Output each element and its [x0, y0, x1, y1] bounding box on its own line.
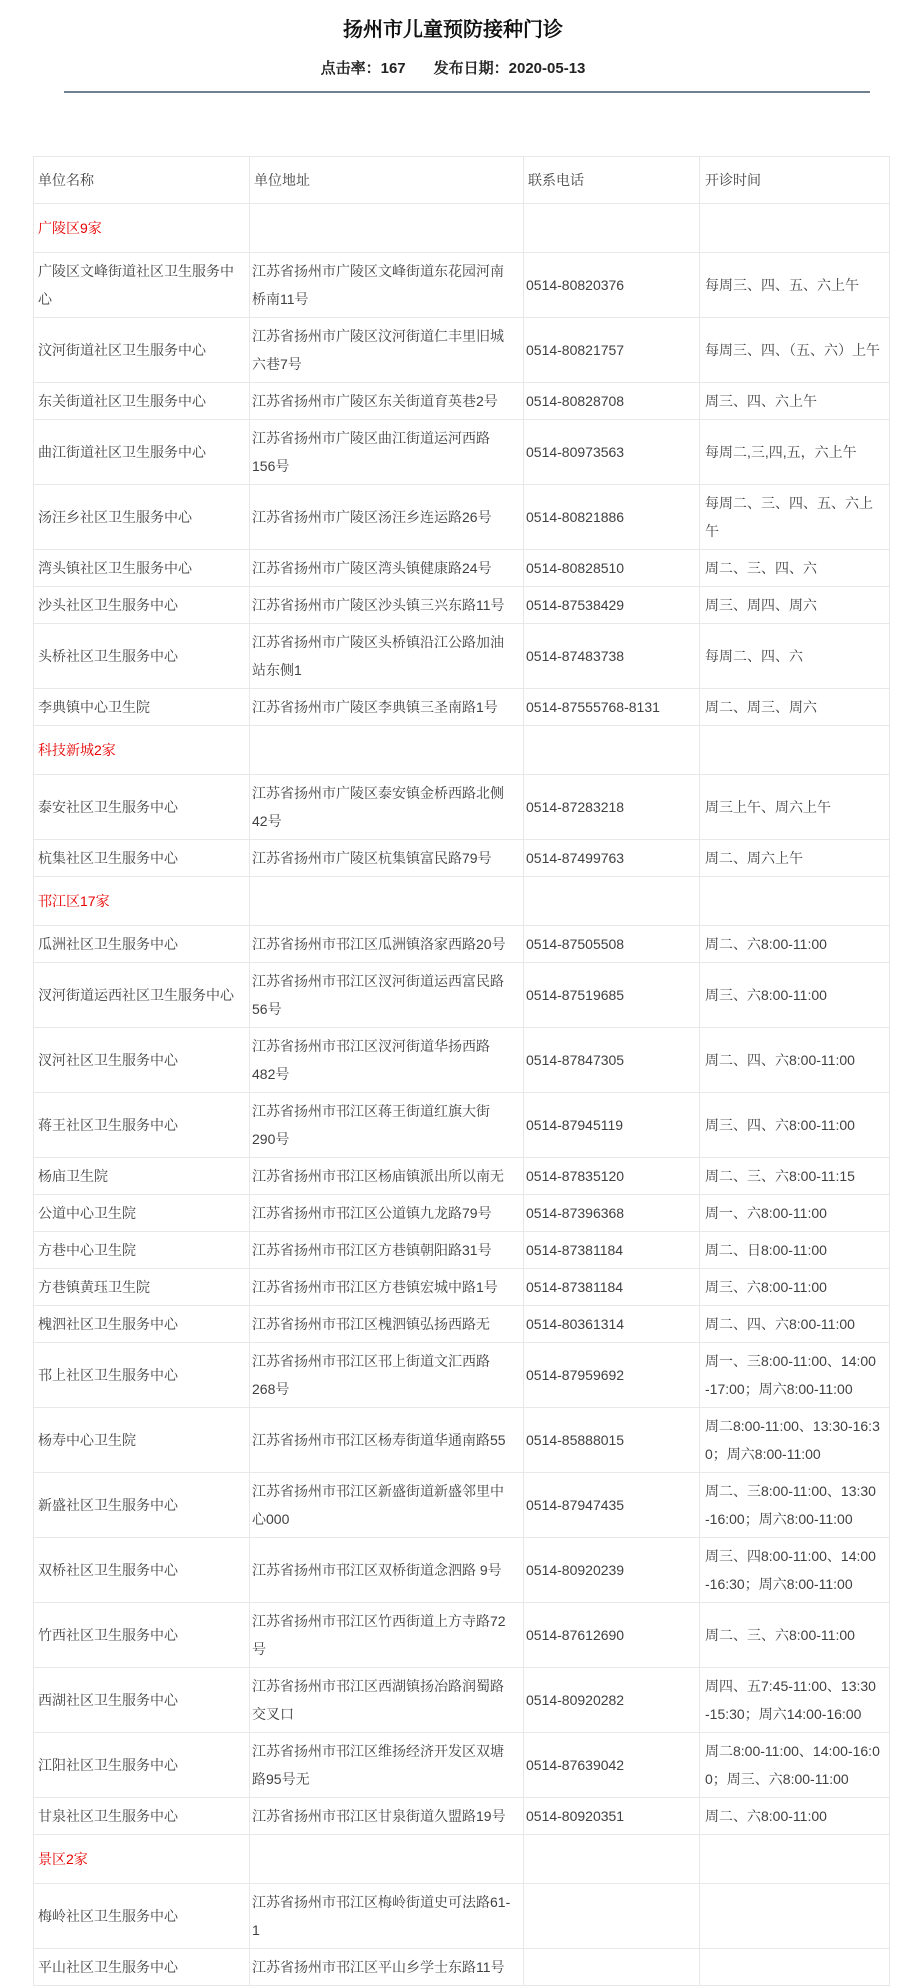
unit-name-cell: 广陵区文峰街道社区卫生服务中心 [34, 253, 250, 318]
table-row [34, 1668, 890, 1733]
time-cell: 周二8:00-11:00、14:00-16:00；周三、六8:00-11:00 [700, 1733, 890, 1798]
unit-address-cell: 江苏省扬州市邗江区汊河街道华扬西路482号 [250, 1028, 524, 1093]
unit-name-cell: 泰安社区卫生服务中心 [34, 775, 250, 840]
phone-cell: 0514-87945119 [524, 1093, 700, 1158]
unit-address-cell: 江苏省扬州市广陵区东关街道育英巷2号 [250, 383, 524, 420]
section-row [34, 204, 890, 253]
empty-cell [250, 877, 524, 926]
unit-name-cell: 邗上社区卫生服务中心 [34, 1343, 250, 1408]
unit-name-cell: 曲江街道社区卫生服务中心 [34, 420, 250, 485]
empty-cell [250, 204, 524, 253]
phone-cell: 0514-87381184 [524, 1269, 700, 1306]
time-cell: 周四、五7:45-11:00、13:30-15:30；周六14:00-16:00 [700, 1668, 890, 1733]
empty-cell [250, 726, 524, 775]
meta-line [0, 57, 906, 78]
unit-address-cell: 江苏省扬州市邗江区竹西街道上方寺路72号 [250, 1603, 524, 1668]
unit-name-cell: 杨庙卫生院 [34, 1158, 250, 1195]
time-cell: 周三、六8:00-11:00 [700, 1269, 890, 1306]
unit-name-cell: 汊河街道运西社区卫生服务中心 [34, 963, 250, 1028]
table-row [34, 1798, 890, 1835]
time-cell: 周三、四、六8:00-11:00 [700, 1093, 890, 1158]
unit-name-cell: 杭集社区卫生服务中心 [34, 840, 250, 877]
phone-cell: 0514-85888015 [524, 1408, 700, 1473]
phone-cell: 0514-80828708 [524, 383, 700, 420]
table-row [34, 383, 890, 420]
unit-name-cell: 江阳社区卫生服务中心 [34, 1733, 250, 1798]
table-row [34, 1603, 890, 1668]
time-cell: 每周三、四、（五、六）上午 [700, 318, 890, 383]
column-header: 单位名称 [34, 157, 250, 204]
table-row [34, 926, 890, 963]
unit-address-cell: 江苏省扬州市广陵区李典镇三圣南路1号 [250, 689, 524, 726]
clinic-table-body [34, 204, 890, 1986]
unit-name-cell: 槐泗社区卫生服务中心 [34, 1306, 250, 1343]
unit-address-cell: 江苏省扬州市广陵区汤汪乡连运路26号 [250, 485, 524, 550]
time-cell: 周三、四、六上午 [700, 383, 890, 420]
section-label: 景区2家 [34, 1835, 250, 1884]
phone-cell: 0514-87835120 [524, 1158, 700, 1195]
time-cell: 周二、三、六8:00-11:15 [700, 1158, 890, 1195]
phone-cell: 0514-80361314 [524, 1306, 700, 1343]
column-header: 单位地址 [250, 157, 524, 204]
unit-address-cell: 江苏省扬州市邗江区槐泗镇弘扬西路无 [250, 1306, 524, 1343]
time-cell: 周二、三8:00-11:00、13:30-16:00；周六8:00-11:00 [700, 1473, 890, 1538]
table-row [34, 420, 890, 485]
unit-address-cell: 江苏省扬州市广陵区汶河街道仁丰里旧城六巷7号 [250, 318, 524, 383]
unit-address-cell: 江苏省扬州市邗江区西湖镇扬冶路润蜀路交叉口 [250, 1668, 524, 1733]
time-cell: 周二、三、六8:00-11:00 [700, 1603, 890, 1668]
unit-name-cell: 头桥社区卫生服务中心 [34, 624, 250, 689]
phone-cell: 0514-87847305 [524, 1028, 700, 1093]
unit-address-cell: 江苏省扬州市邗江区平山乡学士东路11号 [250, 1949, 524, 1986]
empty-cell [524, 1835, 700, 1884]
unit-address-cell: 江苏省扬州市邗江区蒋王街道红旗大街290号 [250, 1093, 524, 1158]
unit-name-cell: 竹西社区卫生服务中心 [34, 1603, 250, 1668]
unit-name-cell: 瓜洲社区卫生服务中心 [34, 926, 250, 963]
table-row [34, 1195, 890, 1232]
time-cell: 每周二、四、六 [700, 624, 890, 689]
time-cell: 周二、三、四、六 [700, 550, 890, 587]
empty-cell [700, 726, 890, 775]
unit-name-cell: 甘泉社区卫生服务中心 [34, 1798, 250, 1835]
table-row [34, 1343, 890, 1408]
phone-cell: 0514-87639042 [524, 1733, 700, 1798]
unit-name-cell: 双桥社区卫生服务中心 [34, 1538, 250, 1603]
unit-address-cell: 江苏省扬州市邗江区汊河街道运西富民路56号 [250, 963, 524, 1028]
unit-address-cell: 江苏省扬州市邗江区方巷镇朝阳路31号 [250, 1232, 524, 1269]
unit-address-cell: 江苏省扬州市广陵区泰安镇金桥西路北侧42号 [250, 775, 524, 840]
time-cell: 周一、三8:00-11:00、14:00-17:00；周六8:00-11:00 [700, 1343, 890, 1408]
unit-address-cell: 江苏省扬州市邗江区杨庙镇派出所以南无 [250, 1158, 524, 1195]
unit-name-cell: 方巷镇黄珏卫生院 [34, 1269, 250, 1306]
table-row [34, 1158, 890, 1195]
date-value: 2020-05-13 [508, 60, 586, 77]
table-row [34, 689, 890, 726]
column-header: 联系电话 [524, 157, 700, 204]
unit-name-cell: 公道中心卫生院 [34, 1195, 250, 1232]
empty-cell [250, 1835, 524, 1884]
unit-address-cell: 江苏省扬州市广陵区杭集镇富民路79号 [250, 840, 524, 877]
table-row [34, 1884, 890, 1949]
time-cell: 周一、六8:00-11:00 [700, 1195, 890, 1232]
phone-cell: 0514-87483738 [524, 624, 700, 689]
time-cell: 周二、四、六8:00-11:00 [700, 1028, 890, 1093]
phone-cell [524, 1949, 700, 1986]
empty-cell [524, 877, 700, 926]
column-header: 开诊时间 [700, 157, 890, 204]
unit-address-cell: 江苏省扬州市邗江区公道镇九龙路79号 [250, 1195, 524, 1232]
time-cell: 每周三、四、五、六上午 [700, 253, 890, 318]
page-title: 扬州市儿童预防接种门诊 [343, 19, 563, 41]
phone-cell [524, 1884, 700, 1949]
unit-name-cell: 方巷中心卫生院 [34, 1232, 250, 1269]
unit-name-cell: 汤汪乡社区卫生服务中心 [34, 485, 250, 550]
unit-name-cell: 汶河街道社区卫生服务中心 [34, 318, 250, 383]
table-row [34, 624, 890, 689]
unit-name-cell: 李典镇中心卫生院 [34, 689, 250, 726]
time-cell: 每周二、三、四、五、六上午 [700, 485, 890, 550]
date-label: 发布日期： [433, 60, 509, 77]
section-row [34, 1835, 890, 1884]
unit-address-cell: 江苏省扬州市邗江区邗上街道文汇西路268号 [250, 1343, 524, 1408]
unit-address-cell: 江苏省扬州市邗江区甘泉街道久盟路19号 [250, 1798, 524, 1835]
table-row [34, 1093, 890, 1158]
section-label: 广陵区9家 [34, 204, 250, 253]
phone-cell: 0514-80920351 [524, 1798, 700, 1835]
unit-address-cell: 江苏省扬州市广陵区头桥镇沿江公路加油站东侧1 [250, 624, 524, 689]
time-cell: 周二、日8:00-11:00 [700, 1232, 890, 1269]
section-row [34, 877, 890, 926]
hits-value: 167 [380, 60, 406, 77]
table-row [34, 1949, 890, 1986]
unit-name-cell: 平山社区卫生服务中心 [34, 1949, 250, 1986]
table-row [34, 550, 890, 587]
time-cell: 周二、四、六8:00-11:00 [700, 1306, 890, 1343]
phone-cell: 0514-87396368 [524, 1195, 700, 1232]
phone-cell: 0514-80973563 [524, 420, 700, 485]
section-label: 邗江区17家 [34, 877, 250, 926]
empty-cell [700, 204, 890, 253]
time-cell: 周三上午、周六上午 [700, 775, 890, 840]
unit-name-cell: 西湖社区卫生服务中心 [34, 1668, 250, 1733]
time-cell: 周三、四8:00-11:00、14:00-16:30；周六8:00-11:00 [700, 1538, 890, 1603]
table-row [34, 1473, 890, 1538]
unit-address-cell: 江苏省扬州市邗江区瓜洲镇洛家西路20号 [250, 926, 524, 963]
unit-address-cell: 江苏省扬州市广陵区湾头镇健康路24号 [250, 550, 524, 587]
unit-address-cell: 江苏省扬州市广陵区沙头镇三兴东路11号 [250, 587, 524, 624]
unit-name-cell: 东关街道社区卫生服务中心 [34, 383, 250, 420]
empty-cell [524, 204, 700, 253]
table-row [34, 775, 890, 840]
empty-cell [700, 877, 890, 926]
phone-cell: 0514-87519685 [524, 963, 700, 1028]
table-row [34, 318, 890, 383]
time-cell: 周二、六8:00-11:00 [700, 926, 890, 963]
time-cell: 周二8:00-11:00、13:30-16:30；周六8:00-11:00 [700, 1408, 890, 1473]
unit-name-cell: 新盛社区卫生服务中心 [34, 1473, 250, 1538]
table-row [34, 587, 890, 624]
table-row [34, 1408, 890, 1473]
phone-cell: 0514-87538429 [524, 587, 700, 624]
unit-name-cell: 汊河社区卫生服务中心 [34, 1028, 250, 1093]
phone-cell: 0514-87612690 [524, 1603, 700, 1668]
phone-cell: 0514-80828510 [524, 550, 700, 587]
phone-cell: 0514-87555768-8131 [524, 689, 700, 726]
unit-address-cell: 江苏省扬州市广陵区文峰街道东花园河南桥南11号 [250, 253, 524, 318]
unit-address-cell: 江苏省扬州市邗江区新盛街道新盛邻里中心000 [250, 1473, 524, 1538]
time-cell [700, 1884, 890, 1949]
table-row [34, 840, 890, 877]
table-row [34, 1733, 890, 1798]
unit-name-cell: 沙头社区卫生服务中心 [34, 587, 250, 624]
time-cell: 周二、周三、周六 [700, 689, 890, 726]
table-row [34, 1232, 890, 1269]
unit-name-cell: 梅岭社区卫生服务中心 [34, 1884, 250, 1949]
time-cell: 周三、周四、周六 [700, 587, 890, 624]
table-row [34, 253, 890, 318]
phone-cell: 0514-87283218 [524, 775, 700, 840]
table-row [34, 963, 890, 1028]
unit-address-cell: 江苏省扬州市广陵区曲江街道运河西路156号 [250, 420, 524, 485]
time-cell: 周三、六8:00-11:00 [700, 963, 890, 1028]
phone-cell: 0514-87381184 [524, 1232, 700, 1269]
table-row [34, 1269, 890, 1306]
table-row [34, 1028, 890, 1093]
section-label: 科技新城2家 [34, 726, 250, 775]
unit-name-cell: 杨寿中心卫生院 [34, 1408, 250, 1473]
unit-address-cell: 江苏省扬州市邗江区杨寿街道华通南路55 [250, 1408, 524, 1473]
phone-cell: 0514-80920239 [524, 1538, 700, 1603]
unit-address-cell: 江苏省扬州市邗江区维扬经济开发区双塘路95号无 [250, 1733, 524, 1798]
unit-name-cell: 蒋王社区卫生服务中心 [34, 1093, 250, 1158]
hits-label: 点击率： [320, 60, 381, 77]
phone-cell: 0514-80920282 [524, 1668, 700, 1733]
section-row [34, 726, 890, 775]
phone-cell: 0514-80821886 [524, 485, 700, 550]
table-row [34, 485, 890, 550]
header-row [34, 157, 890, 204]
header-divider [64, 91, 870, 93]
phone-cell: 0514-87947435 [524, 1473, 700, 1538]
table-row [34, 1538, 890, 1603]
phone-cell: 0514-87499763 [524, 840, 700, 877]
unit-name-cell: 湾头镇社区卫生服务中心 [34, 550, 250, 587]
time-cell: 每周二,三,四,五，六上午 [700, 420, 890, 485]
phone-cell: 0514-87959692 [524, 1343, 700, 1408]
phone-cell: 0514-80821757 [524, 318, 700, 383]
phone-cell: 0514-87505508 [524, 926, 700, 963]
unit-address-cell: 江苏省扬州市邗江区方巷镇宏城中路1号 [250, 1269, 524, 1306]
empty-cell [700, 1835, 890, 1884]
phone-cell: 0514-80820376 [524, 253, 700, 318]
time-cell: 周二、六8:00-11:00 [700, 1798, 890, 1835]
unit-address-cell: 江苏省扬州市邗江区双桥街道念泗路 9号 [250, 1538, 524, 1603]
time-cell: 周二、周六上午 [700, 840, 890, 877]
clinic-table [33, 156, 890, 1986]
empty-cell [524, 726, 700, 775]
time-cell [700, 1949, 890, 1986]
table-row [34, 1306, 890, 1343]
unit-address-cell: 江苏省扬州市邗江区梅岭街道史可法路61-1 [250, 1884, 524, 1949]
